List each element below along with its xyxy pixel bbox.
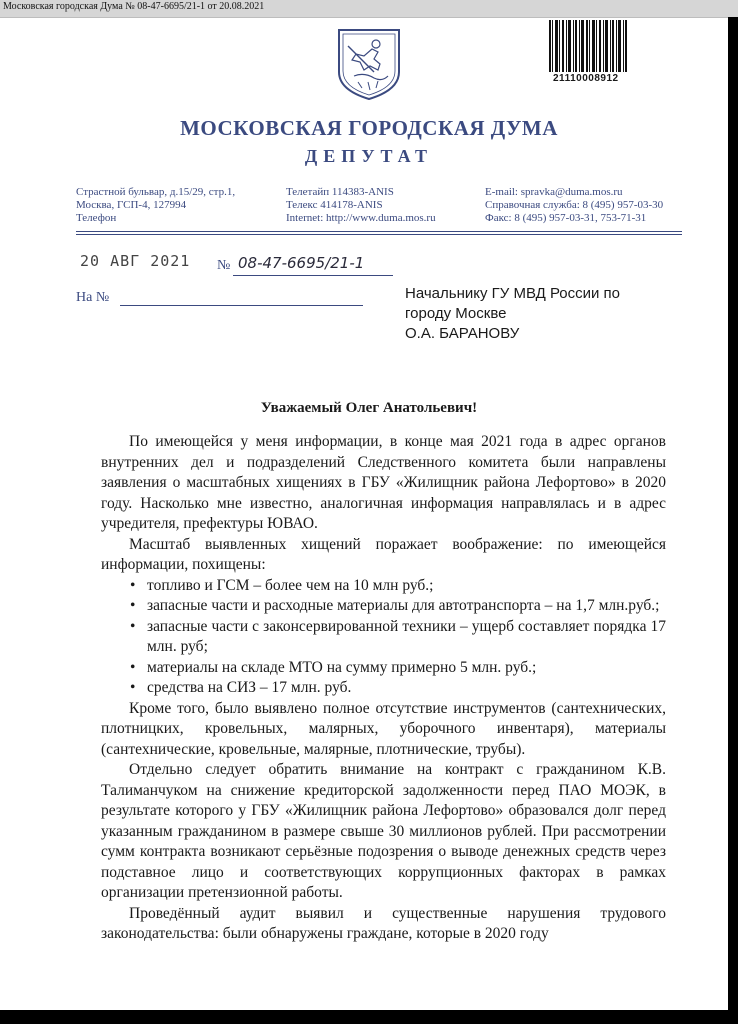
addressee-block — [405, 284, 620, 344]
addressee-line: О.А. БАРАНОВУ — [405, 325, 520, 342]
number-label: № — [217, 258, 231, 273]
paragraph: Кроме того, было выявлено полное отсутствие инструментов (сантехнических, плотницких, кровельных, малярных, уборочного инвентаря), материалы (сантехнические, кровельные, малярные, плотнические, трубы). — [101, 699, 666, 758]
list-item: • топливо и ГСМ – более чем на 10 млн руб.; — [147, 576, 666, 597]
contact-line: Телетайп 114383-ANIS — [286, 186, 394, 198]
contact-line: E-mail: spravka@duma.mos.ru — [485, 186, 623, 198]
document-header-bar — [0, 0, 738, 18]
contact-telex-column — [286, 186, 436, 225]
contact-line: Телефон — [76, 212, 117, 224]
contact-line: Факс: 8 (495) 957-03-31, 753-71-31 — [485, 212, 647, 224]
letter-body — [101, 432, 666, 945]
barcode — [549, 20, 629, 72]
registration-date-stamp: 20 АВГ 2021 — [80, 252, 191, 270]
contact-line: Страстной бульвар, д.15/29, стр.1, — [76, 186, 236, 198]
paragraph: Отдельно следует обратить внимание на контракт с гражданином К.В. Талиманчуком на снижение кредиторской задолженности перед ПАО МОЭК, в результате которого у ГБУ «Жилищник района Лефортово» образовался долг перед указанным гражданином в размере свыше 30 миллионов рублей. При рассмотрении сумм контракта возникают серьёзные подозрения о выводе денежных средств через подставное лицо и соответствующих коррупционных факторах в рамках организации претензионной работы. — [101, 761, 666, 901]
paragraph: Масштаб выявленных хищений поражает воображение: по имеющейся информации, похищены: — [101, 535, 666, 573]
document-header-text: Московская городская Дума № 08-47-6695/21-1 от 20.08.2021 — [3, 1, 265, 12]
number-underline — [233, 275, 393, 276]
salutation: Уважаемый Олег Анатольевич! — [260, 400, 478, 416]
scan-border-right — [728, 17, 738, 1024]
contact-line: Справочная служба: 8 (495) 957-03-30 — [485, 199, 664, 211]
letterhead-divider — [76, 234, 682, 235]
paragraph: Проведённый аудит выявил и существенные нарушения трудового законодательства: были обнаружены граждане, которые в 2020 году — [101, 904, 666, 942]
letterhead-divider — [76, 231, 682, 232]
reference-number-label: На № — [76, 290, 110, 305]
organization-title: МОСКОВСКАЯ ГОРОДСКАЯ ДУМА — [180, 116, 558, 140]
list-item: • средства на СИЗ – 17 млн. руб. — [147, 678, 666, 699]
contact-line: Internet: http://www.duma.mos.ru — [286, 212, 436, 224]
list-item: • запасные части и расходные материалы для автотранспорта – на 1,7 млн.руб.; — [147, 596, 666, 617]
addressee-line: городу Москве — [405, 305, 507, 322]
contact-phone-column — [485, 186, 663, 225]
contact-line: Москва, ГСП-4, 127994 — [76, 199, 187, 211]
moscow-coat-of-arms-emblem — [334, 26, 404, 102]
reference-number-line — [120, 305, 363, 306]
deputy-title: ДЕПУТАТ — [304, 146, 434, 166]
list-item: • материалы на складе МТО на сумму примерно 5 млн. руб.; — [147, 658, 666, 679]
paragraph: По имеющейся у меня информации, в конце мая 2021 года в адрес органов внутренних дел и подразделений Следственного комитета были направлены заявления о масштабных хищениях в ГБУ «Жилищник района Лефортово» в 2020 году. Насколько мне известно, аналогичная информация направлялась и в адрес учредителя, префектуры ЮВАО. — [101, 433, 666, 532]
registration-number: 08-47-6695/21-1 — [238, 254, 365, 272]
scan-border-bottom — [0, 1010, 738, 1024]
contact-line: Телекс 414178-ANIS — [286, 199, 383, 211]
barcode-number: 21110008912 — [553, 73, 619, 84]
list-item: • запасные части с законсервированной техники – ущерб составляет порядка 17 млн. руб; — [147, 617, 666, 658]
theft-list — [101, 576, 666, 699]
contact-address-column — [76, 186, 235, 225]
addressee-line: Начальнику ГУ МВД России по — [405, 285, 621, 302]
